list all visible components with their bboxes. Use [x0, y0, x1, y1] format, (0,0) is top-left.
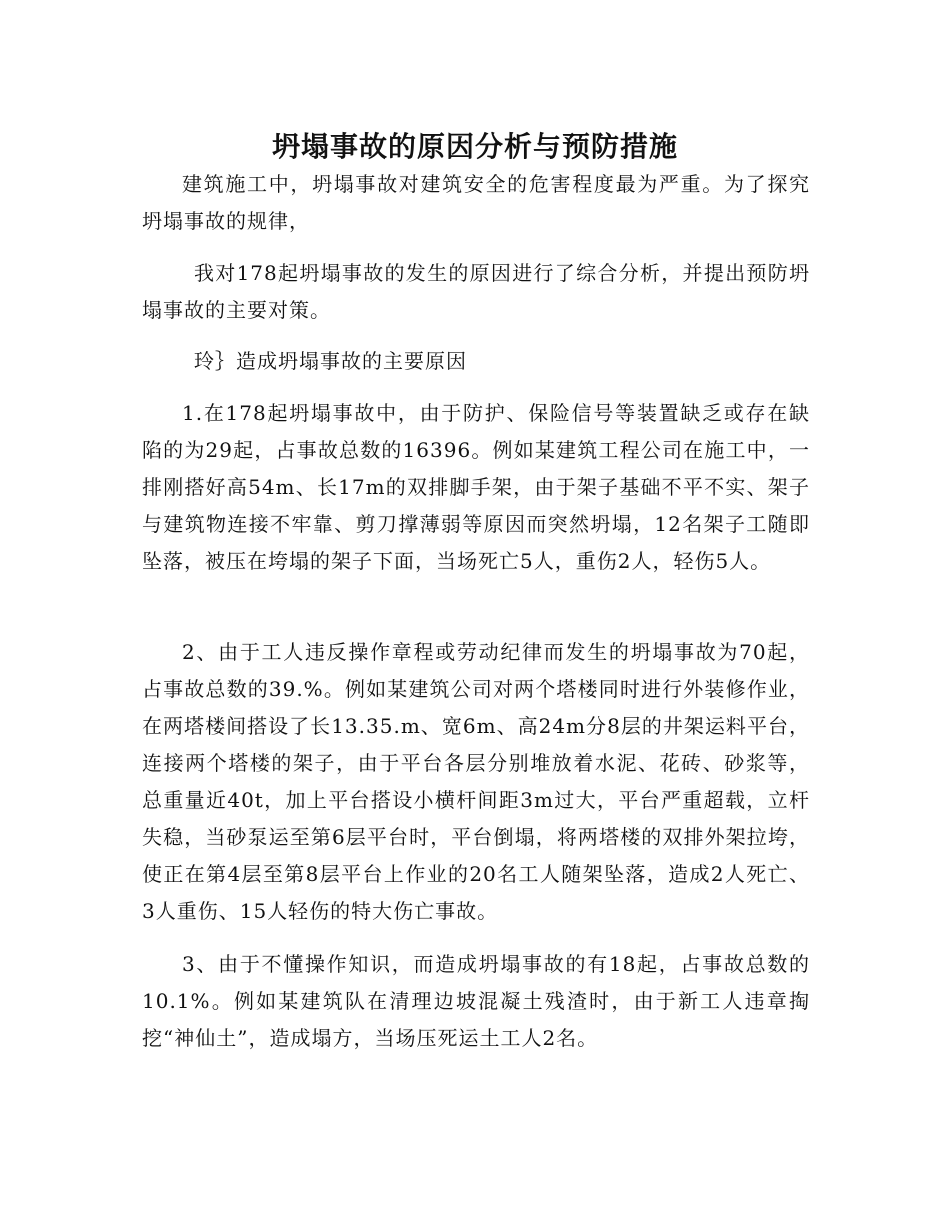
- cause-paragraph-2: 2、由于工人违反操作章程或劳动纪律而发生的坍塌事故为70起，占事故总数的39.%。例如某建筑公司对两个塔楼同时进行外装修作业，在两塔楼间搭设了长13.35.m、宽6m、高24m分8层的井架运料平台，连接两个塔楼的架子，由于平台各层分别堆放着水泥、花砖、砂浆等，总重量近40t，加上平台搭设小横杆间距3m过大，平台严重超载，立杆失稳，当砂泵运至第6层平台时，平台倒塌，将两塔楼的双排外架拉垮，使正在第4层至第8层平台上作业的20名工人随架坠落，造成2人死亡、3人重伤、15人轻伤的特大伤亡事故。: [142, 640, 810, 923]
- analysis-paragraph: 我对178起坍塌事故的发生的原因进行了综合分析，并提出预防坍塌事故的主要对策。: [142, 261, 810, 322]
- intro-paragraph: 建筑施工中，坍塌事故对建筑安全的危害程度最为严重。为了探究坍塌事故的规律，: [142, 172, 810, 233]
- cause-paragraph-1: 1.在178起坍塌事故中，由于防护、保险信号等装置缺乏或存在缺陷的为29起，占事故总数的16396。例如某建筑工程公司在施工中，一排刚搭好高54m、长17m的双排脚手架，由于架子基础不平不实、架子与建筑物连接不牢靠、剪刀撑薄弱等原因而突然坍塌，12名架子工随即坠落，被压在垮塌的架子下面，当场死亡5人，重伤2人，轻伤5人。: [142, 401, 810, 573]
- cause-paragraph-3: 3、由于不懂操作知识，而造成坍塌事故的有18起，占事故总数的10.1%。例如某建筑队在清理边坡混凝土残渣时，由于新工人违章掏挖“神仙土”，造成塌方，当场压死运土工人2名。: [142, 952, 810, 1050]
- document-title: 坍塌事故的原因分析与预防措施: [271, 129, 678, 163]
- section-heading: 玲｝造成坍塌事故的主要原因: [194, 349, 467, 373]
